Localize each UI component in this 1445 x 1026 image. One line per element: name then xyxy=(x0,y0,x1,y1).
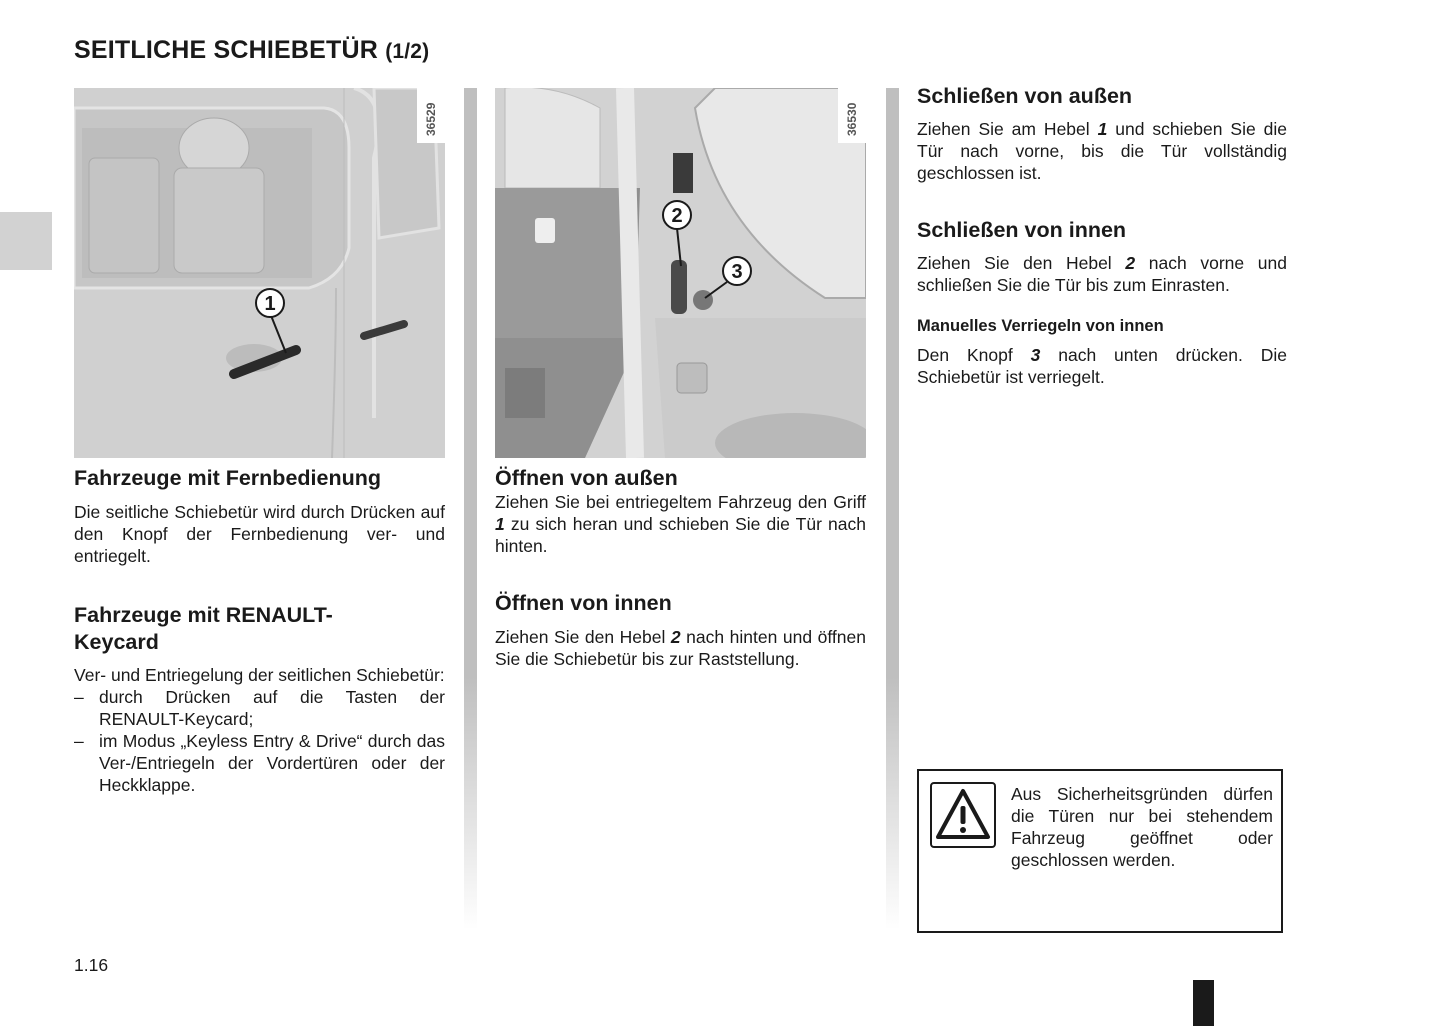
reference-number: 1 xyxy=(495,514,505,534)
callout-2: 2 xyxy=(671,205,683,227)
text-part: Ziehen Sie bei entriegeltem Fahrzeug den Griff xyxy=(495,492,866,512)
heading-keycard xyxy=(74,602,445,656)
thumb-marker xyxy=(1193,980,1214,1026)
figure-number: 36529 xyxy=(424,102,438,136)
text-part: nach hinten und öffnen Sie die Schiebetür bis zur Raststellung. xyxy=(495,627,866,669)
heading-open-inside: Öffnen von innen xyxy=(495,591,672,615)
figure-exterior-door xyxy=(74,88,445,458)
list-item: – durch Drücken auf die Tasten der RENAULT-Keycard; xyxy=(74,686,445,730)
heading-close-inside: Schließen von innen xyxy=(917,218,1127,242)
text-open-inside xyxy=(495,626,866,670)
text-part: Ziehen Sie den Hebel xyxy=(495,627,671,647)
text-close-inside xyxy=(917,252,1287,296)
text-open-outside xyxy=(495,491,866,557)
text-part: nach unten drücken. Die Schiebetür ist verriegelt. xyxy=(917,345,1287,387)
column-2 xyxy=(495,466,866,670)
figure-number-box xyxy=(838,88,866,143)
page-title-part: (1/2) xyxy=(385,40,430,63)
text-keycard: Ver- und Entriegelung der seitlichen Schiebetür: xyxy=(74,665,445,685)
text-close-outside xyxy=(917,118,1287,184)
text-part: und schieben Sie die Tür nach vorne, bis die Tür vollständig geschlossen ist. xyxy=(917,119,1287,183)
list-item: – im Modus „Keyless Entry & Drive“ durch das Ver-/Entriegeln der Vordertüren oder der Heckklappe. xyxy=(74,730,445,796)
page-title xyxy=(74,36,429,65)
warning-box xyxy=(917,769,1283,933)
exterior-door-illustration xyxy=(74,88,445,458)
column-divider xyxy=(464,88,477,930)
warning-triangle-icon xyxy=(930,782,996,848)
page-number: 1.16 xyxy=(74,955,109,975)
reference-number: 2 xyxy=(1125,253,1136,273)
text-remote-control: Die seitliche Schiebetür wird durch Drücken auf den Knopf der Fernbedienung ver- und entriegelt. xyxy=(74,502,445,566)
figure-number: 36530 xyxy=(845,102,859,136)
reference-number: 1 xyxy=(1097,119,1108,139)
heading-keycard-line2: Keycard xyxy=(74,630,159,654)
callout-3: 3 xyxy=(731,261,743,283)
heading-manual-lock: Manuelles Verriegeln von innen xyxy=(917,317,1164,335)
chapter-tab xyxy=(0,212,52,270)
text-manual-lock xyxy=(917,344,1287,388)
text-part: nach vorne und schließen Sie die Tür bis zum Einrasten. xyxy=(917,253,1287,295)
text-part: Den Knopf xyxy=(917,345,1031,365)
text-part: zu sich heran und schieben Sie die Tür nach hinten. xyxy=(495,514,866,556)
text-part: Ziehen Sie am Hebel xyxy=(917,119,1098,139)
keycard-list xyxy=(74,686,445,796)
heading-remote-control: Fahrzeuge mit Fernbedienung xyxy=(74,466,381,490)
heading-keycard-line1: Fahrzeuge mit RENAULT- xyxy=(74,603,333,627)
warning-text: Aus Sicherheitsgründen dürfen die Türen nur bei stehendem Fahrzeug geöffnet oder geschlossen werden. xyxy=(1011,784,1273,870)
column-divider xyxy=(886,88,899,930)
reference-number: 2 xyxy=(670,627,681,647)
heading-open-outside: Öffnen von außen xyxy=(495,466,678,490)
column-1 xyxy=(74,466,445,796)
page-title-text: SEITLICHE SCHIEBETÜR xyxy=(74,36,379,64)
text-part: Ziehen Sie den Hebel xyxy=(917,253,1126,273)
figure-interior-door xyxy=(495,88,866,458)
interior-door-illustration xyxy=(495,88,866,458)
reference-number: 3 xyxy=(1030,345,1041,365)
heading-close-outside: Schließen von außen xyxy=(917,84,1133,108)
callout-1: 1 xyxy=(264,293,276,315)
figure-number-box xyxy=(417,88,445,143)
column-3 xyxy=(917,84,1287,388)
